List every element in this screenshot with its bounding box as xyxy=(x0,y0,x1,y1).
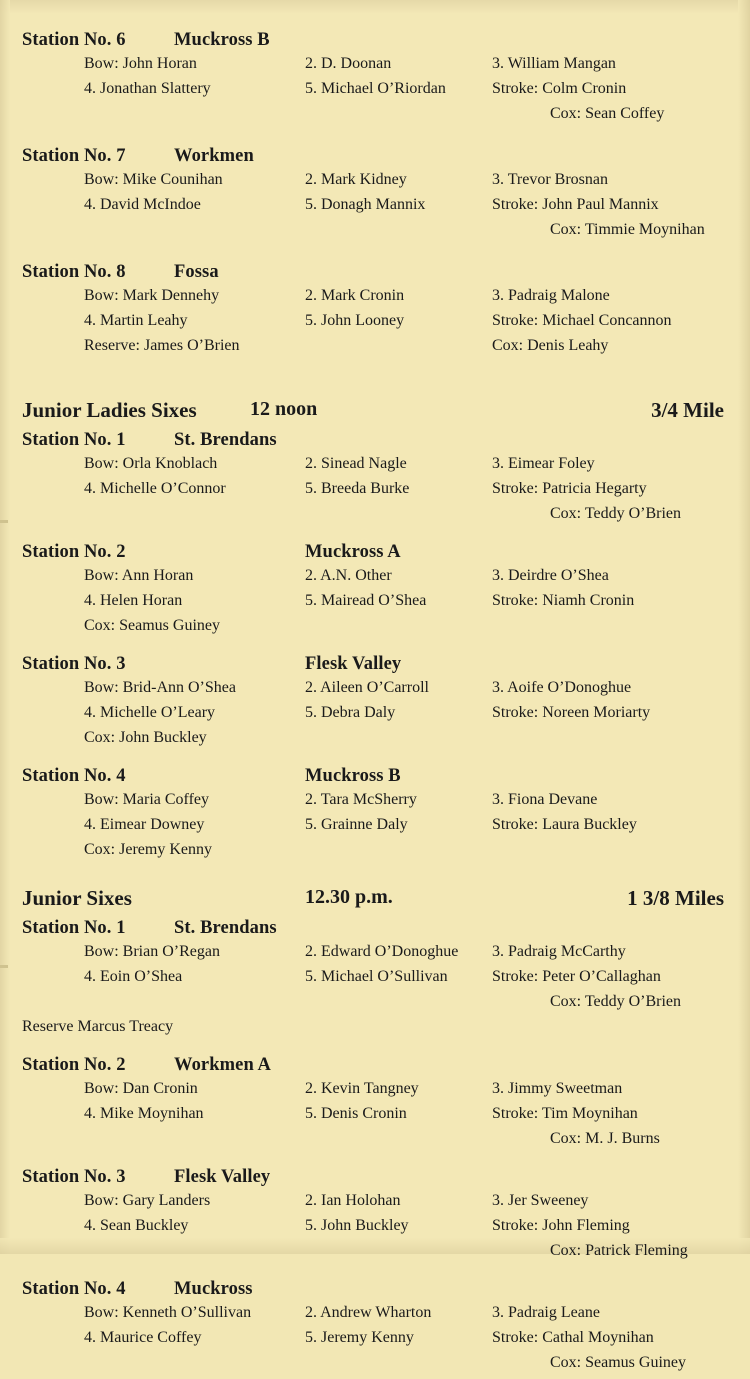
crew-row xyxy=(22,221,724,246)
station-club: Flesk Valley xyxy=(305,654,402,674)
station-block xyxy=(22,146,724,246)
station-block xyxy=(22,542,724,642)
station-heading xyxy=(22,918,724,943)
crew-row xyxy=(22,729,724,754)
block-spacer xyxy=(22,132,724,146)
station-number: Station No. 2 xyxy=(22,1055,126,1075)
station-heading xyxy=(22,430,724,455)
crew-seat-right: Cox: Teddy O’Brien xyxy=(550,505,682,522)
event-time: 12.30 p.m. xyxy=(305,886,393,908)
crew-row xyxy=(22,1329,724,1354)
crew-row xyxy=(22,1192,724,1217)
crew-seat-left: Reserve: James O’Brien xyxy=(84,337,240,354)
crew-seat-right: Stroke: Tim Moynihan xyxy=(492,1105,638,1122)
crew-row xyxy=(22,455,724,480)
crew-seat-left: Bow: Dan Cronin xyxy=(84,1080,198,1097)
station-block xyxy=(22,654,724,754)
crew-seat-mid: 2. Mark Kidney xyxy=(305,171,407,188)
station-block xyxy=(22,30,724,130)
crew-row xyxy=(22,1105,724,1130)
block-spacer xyxy=(22,1269,724,1279)
crew-seat-mid: 2. Andrew Wharton xyxy=(305,1304,432,1321)
station-number: Station No. 3 xyxy=(22,654,126,674)
crew-seat-right: Stroke: Patricia Hegarty xyxy=(492,480,647,497)
block-spacer xyxy=(22,248,724,262)
crew-row xyxy=(22,1304,724,1329)
station-number: Station No. 6 xyxy=(22,30,126,50)
crew-seat-right: Cox: Sean Coffey xyxy=(550,105,665,122)
station-block xyxy=(22,1055,724,1155)
event-time: 12 noon xyxy=(250,398,318,420)
crew-seat-right: Cox: Seamus Guiney xyxy=(550,1354,686,1371)
crew-seat-mid: 5. Donagh Mannix xyxy=(305,196,426,213)
crew-seat-mid: 5. Denis Cronin xyxy=(305,1105,407,1122)
crew-row xyxy=(22,1130,724,1155)
crew-seat-left: Bow: Ann Horan xyxy=(84,567,194,584)
crew-seat-left: 4. Mike Moynihan xyxy=(84,1105,204,1122)
crew-seat-right: Cox: Denis Leahy xyxy=(492,337,609,354)
crew-row xyxy=(22,841,724,866)
station-block xyxy=(22,262,724,362)
station-number: Station No. 8 xyxy=(22,262,126,282)
event-heading xyxy=(22,886,724,918)
block-spacer xyxy=(22,364,724,378)
crew-seat-left: 4. Eimear Downey xyxy=(84,816,205,833)
crew-seat-mid: 2. Aileen O’Carroll xyxy=(305,679,429,696)
crew-seat-mid: 2. Sinead Nagle xyxy=(305,455,407,472)
crew-row xyxy=(22,704,724,729)
crew-row xyxy=(22,1080,724,1105)
station-heading xyxy=(22,1279,724,1304)
block-spacer xyxy=(22,756,724,766)
crew-row xyxy=(22,1217,724,1242)
crew-seat-left: Bow: Kenneth O’Sullivan xyxy=(84,1304,252,1321)
crew-seat-left: 4. Eoin O’Shea xyxy=(84,968,183,985)
crew-seat-left: 4. Jonathan Slattery xyxy=(84,80,211,97)
crew-seat-left: Bow: Orla Knoblach xyxy=(84,455,218,472)
crew-seat-right: Stroke: John Fleming xyxy=(492,1217,630,1234)
crew-row xyxy=(22,80,724,105)
crew-seat-right: 3. Fiona Devane xyxy=(492,791,598,808)
station-club: Muckross xyxy=(174,1279,253,1299)
crew-row xyxy=(22,1242,724,1267)
crew-seat-mid: 5. Debra Daly xyxy=(305,704,396,721)
crew-row xyxy=(22,312,724,337)
event-section xyxy=(22,886,724,1379)
station-heading xyxy=(22,654,724,679)
crew-row xyxy=(22,505,724,530)
crew-row xyxy=(22,791,724,816)
crew-seat-mid: 2. D. Doonan xyxy=(305,55,392,72)
crew-seat-mid: 5. Michael O’Riordan xyxy=(305,80,446,97)
crew-seat-right: Cox: Patrick Fleming xyxy=(550,1242,688,1259)
crew-seat-right: Stroke: Noreen Moriarty xyxy=(492,704,651,721)
crew-seat-right: Stroke: John Paul Mannix xyxy=(492,196,659,213)
station-club: Workmen xyxy=(174,146,254,166)
crew-row xyxy=(22,679,724,704)
crew-row xyxy=(22,1354,724,1379)
station-number: Station No. 4 xyxy=(22,1279,126,1299)
crew-row xyxy=(22,816,724,841)
crew-seat-right: 3. Jimmy Sweetman xyxy=(492,1080,623,1097)
crew-seat-mid: 2. Edward O’Donoghue xyxy=(305,943,459,960)
crew-seat-left: Bow: Gary Landers xyxy=(84,1192,211,1209)
crew-seat-mid: 5. Breeda Burke xyxy=(305,480,410,497)
crew-seat-mid: 2. Mark Cronin xyxy=(305,287,405,304)
station-block xyxy=(22,918,724,1043)
station-club: St. Brendans xyxy=(174,430,277,450)
crew-seat-right: Stroke: Peter O’Callaghan xyxy=(492,968,661,985)
crew-seat-left: 4. David McIndoe xyxy=(84,196,201,213)
crew-seat-right: 3. Padraig McCarthy xyxy=(492,943,626,960)
block-spacer xyxy=(22,1157,724,1167)
station-reserve-text: Reserve Marcus Treacy xyxy=(22,1018,174,1035)
station-heading xyxy=(22,146,724,171)
crew-row xyxy=(22,171,724,196)
station-block xyxy=(22,766,724,866)
crew-seat-left: 4. Helen Horan xyxy=(84,592,183,609)
station-club: Workmen A xyxy=(174,1055,272,1075)
crew-row xyxy=(22,943,724,968)
station-reserve xyxy=(22,1018,724,1043)
crew-seat-right: 3. Trevor Brosnan xyxy=(492,171,609,188)
crew-row xyxy=(22,105,724,130)
crew-seat-right: 3. Aoife O’Donoghue xyxy=(492,679,632,696)
crew-row xyxy=(22,993,724,1018)
crew-seat-right: 3. Padraig Malone xyxy=(492,287,610,304)
crew-seat-mid: 2. Kevin Tangney xyxy=(305,1080,419,1097)
station-club: Flesk Valley xyxy=(174,1167,271,1187)
crew-seat-mid: 2. Tara McSherry xyxy=(305,791,417,808)
crew-seat-left: 4. Sean Buckley xyxy=(84,1217,189,1234)
crew-seat-mid: 2. A.N. Other xyxy=(305,567,392,584)
event-section xyxy=(22,398,724,866)
crew-seat-right: Stroke: Colm Cronin xyxy=(492,80,627,97)
crew-seat-right: Cox: M. J. Burns xyxy=(550,1130,660,1147)
crew-seat-left: 4. Maurice Coffey xyxy=(84,1329,202,1346)
crew-seat-right: 3. Eimear Foley xyxy=(492,455,595,472)
crew-seat-right: 3. William Mangan xyxy=(492,55,616,72)
station-heading xyxy=(22,766,724,791)
crew-seat-mid: 5. Jeremy Kenny xyxy=(305,1329,414,1346)
crew-row xyxy=(22,480,724,505)
crew-seat-right: 3. Jer Sweeney xyxy=(492,1192,589,1209)
crew-seat-left: Bow: Mike Counihan xyxy=(84,171,223,188)
crew-seat-right: 3. Deirdre O’Shea xyxy=(492,567,609,584)
crew-seat-left: Bow: Maria Coffey xyxy=(84,791,210,808)
crew-seat-left: Bow: Brid-Ann O’Shea xyxy=(84,679,236,696)
crew-seat-left: Bow: Brian O’Regan xyxy=(84,943,220,960)
crew-seat-left: 4. Michelle O’Connor xyxy=(84,480,226,497)
crew-seat-left: Cox: Seamus Guiney xyxy=(84,617,220,634)
station-heading xyxy=(22,1055,724,1080)
station-block xyxy=(22,1279,724,1379)
crew-row xyxy=(22,337,724,362)
crew-seat-mid: 5. John Looney xyxy=(305,312,405,329)
crew-seat-left: 4. Martin Leahy xyxy=(84,312,188,329)
crew-row xyxy=(22,287,724,312)
crew-row xyxy=(22,617,724,642)
event-title: Junior Ladies Sixes xyxy=(22,398,197,422)
crew-row xyxy=(22,567,724,592)
block-spacer xyxy=(22,1045,724,1055)
event-distance: 1 3/8 Miles xyxy=(627,886,724,910)
station-number: Station No. 2 xyxy=(22,542,126,562)
station-number: Station No. 1 xyxy=(22,430,126,450)
crew-seat-right: Stroke: Cathal Moynihan xyxy=(492,1329,654,1346)
station-number: Station No. 3 xyxy=(22,1167,126,1187)
crew-seat-right: Stroke: Michael Concannon xyxy=(492,312,672,329)
crew-seat-right: Cox: Teddy O’Brien xyxy=(550,993,682,1010)
station-club: Fossa xyxy=(174,262,219,282)
crew-row xyxy=(22,592,724,617)
crew-seat-mid: 5. Michael O’Sullivan xyxy=(305,968,448,985)
station-heading xyxy=(22,1167,724,1192)
block-spacer xyxy=(22,532,724,542)
station-club: Muckross B xyxy=(174,30,270,50)
station-block xyxy=(22,430,724,530)
station-club: Muckross A xyxy=(305,542,401,562)
crew-seat-left: Bow: John Horan xyxy=(84,55,197,72)
event-title: Junior Sixes xyxy=(22,886,132,910)
crew-row xyxy=(22,968,724,993)
station-number: Station No. 1 xyxy=(22,918,126,938)
station-heading xyxy=(22,30,724,55)
crew-row xyxy=(22,55,724,80)
crew-seat-right: Cox: Timmie Moynihan xyxy=(550,221,705,238)
crew-seat-mid: 5. Grainne Daly xyxy=(305,816,408,833)
crew-seat-right: Stroke: Niamh Cronin xyxy=(492,592,635,609)
crew-seat-mid: 5. John Buckley xyxy=(305,1217,409,1234)
crew-seat-left: Bow: Mark Dennehy xyxy=(84,287,220,304)
crew-row xyxy=(22,196,724,221)
station-block xyxy=(22,1167,724,1267)
crew-seat-mid: 2. Ian Holohan xyxy=(305,1192,401,1209)
station-heading xyxy=(22,262,724,287)
crew-seat-right: 3. Padraig Leane xyxy=(492,1304,600,1321)
station-number: Station No. 7 xyxy=(22,146,126,166)
block-spacer xyxy=(22,644,724,654)
station-number: Station No. 4 xyxy=(22,766,126,786)
station-heading xyxy=(22,542,724,567)
crew-seat-left: Cox: Jeremy Kenny xyxy=(84,841,212,858)
crew-seat-right: Stroke: Laura Buckley xyxy=(492,816,637,833)
event-distance: 3/4 Mile xyxy=(651,398,724,422)
station-club: St. Brendans xyxy=(174,918,277,938)
crew-seat-left: Cox: John Buckley xyxy=(84,729,207,746)
station-club: Muckross B xyxy=(305,766,401,786)
crew-seat-mid: 5. Mairead O’Shea xyxy=(305,592,427,609)
crew-seat-left: 4. Michelle O’Leary xyxy=(84,704,216,721)
event-heading xyxy=(22,398,724,430)
